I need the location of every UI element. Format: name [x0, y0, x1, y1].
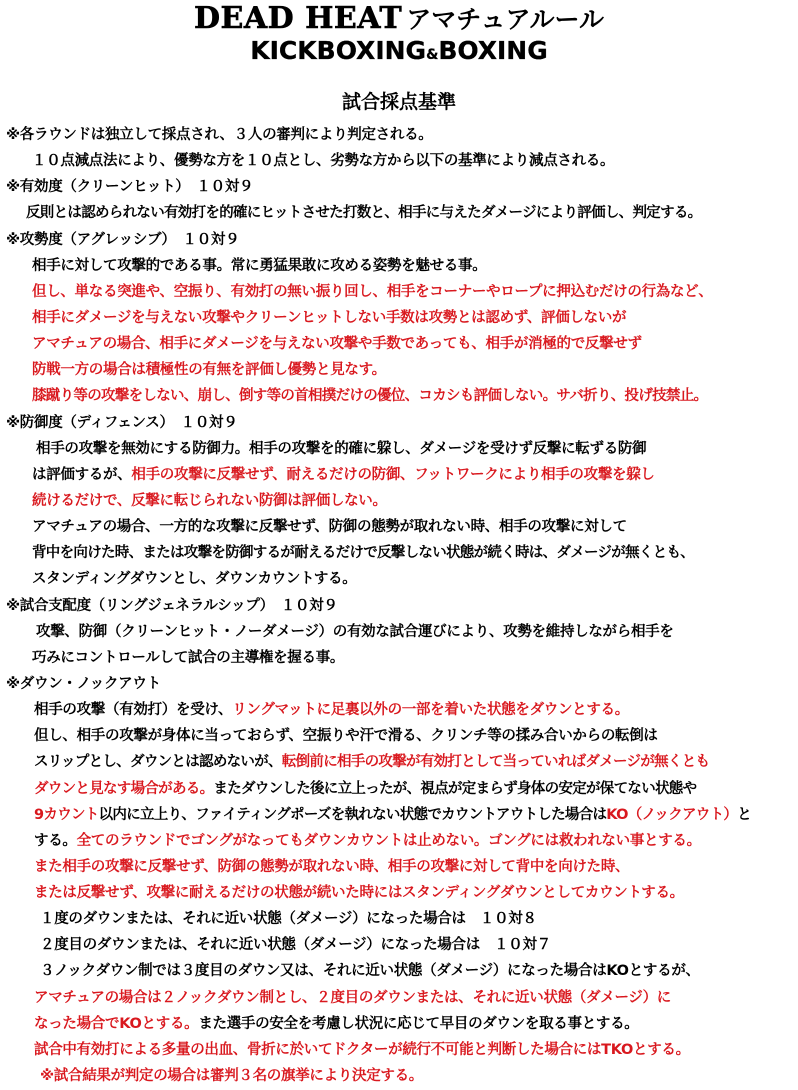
rule-text: 巧みにコントロールして試合の主導権を握る事。 — [32, 649, 345, 666]
rule-line — [32, 517, 627, 537]
rule-text: スタンディングダウンとし、ダウンカウントする。 — [32, 571, 357, 588]
rule-text: する。 — [34, 832, 77, 849]
rule-text: ※防御度（ディフェンス） １０対９ — [6, 414, 238, 431]
title-japanese: アマチュアルール — [406, 5, 605, 34]
rule-text-emphasis: 試合中有効打による多量の出血、骨折に於いてドクターが続行不可能と判断した場合にはTKOとする。 — [34, 1041, 690, 1058]
rule-text: ※各ラウンドは独立して採点され、３人の審判により判定される。 — [6, 127, 433, 143]
rule-text: 背中を向けた時、または攻撃を防御するが耐えるだけで反撃しない状態が続く時は、ダメージが無くとも、 — [32, 545, 695, 562]
rule-line — [32, 256, 486, 276]
rule-line — [6, 413, 237, 433]
rule-text-emphasis: または反撃せず、攻撃に耐えるだけの状態が続いた時にはスタンディングダウンとしてカウントする。 — [34, 885, 684, 901]
rule-line — [36, 622, 674, 642]
section-heading: 試合採点基準 — [341, 91, 456, 113]
rule-text-emphasis: 9カウント — [34, 806, 99, 823]
subtitle-ampersand: & — [426, 47, 439, 63]
document-title — [0, 0, 798, 34]
subtitle-boxing: BOXING — [438, 36, 548, 65]
rule-text: 相手の攻撃（有効打）を受け、 — [34, 702, 233, 719]
rule-line — [32, 360, 386, 380]
rule-text: 攻撃、防御（クリーンヒット・ノーダメージ）の有効な試合運びにより、攻勢を維持しながら相手を — [36, 623, 674, 640]
rule-line — [34, 1040, 690, 1060]
rule-text: ※攻勢度（アグレッシブ） １０対９ — [6, 231, 240, 248]
rule-line — [36, 439, 646, 459]
rule-line — [6, 125, 432, 145]
rule-line — [40, 909, 537, 929]
rule-text: 但し、相手の攻撃が身体に当っておらず、空振りや汗で滑る、クリンチ等の揉み合いからの転倒は — [34, 728, 658, 745]
rule-text-emphasis: リングマットに足裏以外の一部を着いた状態をダウンとする。 — [232, 702, 629, 719]
rule-line — [34, 805, 751, 825]
rule-line — [34, 1014, 639, 1034]
subtitle-kickboxing: KICKBOXING — [250, 36, 427, 65]
title-english: DEAD HEAT — [193, 1, 403, 36]
rule-text-emphasis: 防戦一方の場合は積極性の有無を評価し優勢と見なす。 — [32, 362, 386, 379]
rule-text-emphasis: ※試合結果が判定の場合は審判３名の旗挙により決定する。 — [40, 1068, 423, 1084]
rule-line — [32, 334, 642, 354]
rule-line — [26, 203, 701, 223]
rule-text: ３ノックダウン制では３度目のダウン又は、それに近い状態（ダメージ）になった場合はKOとするが、 — [40, 963, 700, 980]
rule-text-emphasis: 但し、単なる突進や、空振り、有効打の無い振り回し、相手をコーナーやロープに押込むだけの行為など、 — [32, 283, 713, 300]
rule-text: 相手の攻撃を無効にする防御力。相手の攻撃を的確に躱し、ダメージを受けず反撃に転ずる防御 — [36, 440, 647, 457]
rule-line — [34, 988, 671, 1008]
rule-text-emphasis: なった場合でKOとする。 — [34, 1015, 199, 1032]
rule-line — [34, 779, 696, 799]
rule-text-emphasis: 相手にダメージを与えない攻撃やクリーンヒットしない手数は攻勢とは認めず、評価しないが — [32, 310, 627, 326]
rule-text: またダウンした後に立上ったが、視点が定まらず身体の安定が保てない状態や — [213, 780, 697, 797]
rule-text: スリップとし、ダウンとは認めないが、 — [34, 754, 282, 771]
rule-text: アマチュアの場合、一方的な攻撃に反撃せず、防御の態勢が取れない時、相手の攻撃に対して — [32, 519, 627, 536]
rule-text-emphasis: KO（ノックアウト） — [606, 806, 738, 823]
rule-line — [6, 230, 239, 250]
rule-line — [34, 831, 701, 851]
rule-text: ２度目のダウンまたは、それに近い状態（ダメージ）になった場合は １０対７ — [40, 937, 551, 954]
rule-line — [32, 282, 713, 302]
rule-line — [34, 857, 629, 877]
rule-line — [32, 543, 694, 563]
rule-line — [34, 726, 658, 746]
document-subtitle — [0, 36, 798, 65]
rule-line — [40, 935, 551, 955]
rule-line — [6, 674, 161, 694]
rule-text-emphasis: 膝蹴り等の攻撃をしない、崩し、倒す等の首相撲だけの優位、コカシも評価しない。サバ折り、投げ技禁止。 — [32, 388, 708, 405]
rule-text-emphasis: ダウンと見なす場合がある。 — [34, 780, 214, 797]
rule-line — [32, 648, 344, 668]
rule-line — [34, 883, 684, 903]
rule-line — [32, 386, 707, 406]
rule-line — [6, 177, 253, 197]
rule-text-emphasis: また相手の攻撃に反撃せず、防御の態勢が取れない時、相手の攻撃に対して背中を向けた時、 — [34, 858, 630, 875]
rule-line — [40, 961, 700, 981]
rule-text: １０点減点法により、優勢な方を１０点とし、劣勢な方から以下の基準により減点される。 — [32, 153, 615, 170]
rule-text: 相手に対して攻撃的である事。常に勇猛果敢に攻める姿勢を魅せる事。 — [32, 257, 487, 274]
rule-text-emphasis: 全てのラウンドでゴングがなってもダウンカウントは止めない。ゴングには救われない事とする。 — [76, 832, 701, 849]
rule-line — [32, 569, 356, 589]
rule-line — [6, 596, 338, 616]
rule-line — [32, 491, 387, 511]
rule-text-emphasis: 相手の攻撃に反撃せず、耐えるだけの防御、フットワークにより相手の攻撃を躱し — [131, 466, 655, 483]
rule-text-emphasis: 転倒前に相手の攻撃が有効打として当っていればダメージが無くとも — [281, 754, 710, 771]
rule-line — [32, 151, 614, 171]
rule-line — [34, 700, 629, 720]
rule-text-emphasis: 続けるだけで、反撃に転じられない防御は評価しない。 — [32, 492, 387, 509]
rule-text: ※有効度（クリーンヒット） １０対９ — [6, 179, 254, 196]
rule-text-emphasis: アマチュアの場合、相手にダメージを与えない攻撃や手数であっても、相手が消極的で反撃せず — [32, 336, 642, 353]
rule-text: 以内に立上り、ファイティングポーズを執れない状態でカウントアウトした場合は — [98, 806, 607, 823]
rule-text: ※ダウン・ノックアウト — [6, 675, 161, 692]
rule-line — [34, 752, 709, 772]
rule-line — [40, 1066, 423, 1086]
rule-line — [32, 465, 655, 485]
rule-text-emphasis: アマチュアの場合は２ノックダウン制とし、２度目のダウンまたは、それに近い状態（ダメージ）に — [34, 989, 671, 1006]
rule-text: 反則とは認められない有効打を的確にヒットさせた打数と、相手に与えたダメージにより評価し、判定する。 — [26, 205, 702, 222]
rule-text: ※試合支配度（リングジェネラルシップ） １０対９ — [6, 597, 338, 614]
rule-line — [32, 308, 626, 328]
rule-text: は評価するが、 — [32, 466, 132, 483]
rule-text: また選手の安全を考慮し状況に応じて早目のダウンを取る事とする。 — [198, 1015, 639, 1032]
rule-text: と — [737, 806, 752, 823]
rule-text: １度のダウンまたは、それに近い状態（ダメージ）になった場合は １０対８ — [40, 911, 537, 928]
